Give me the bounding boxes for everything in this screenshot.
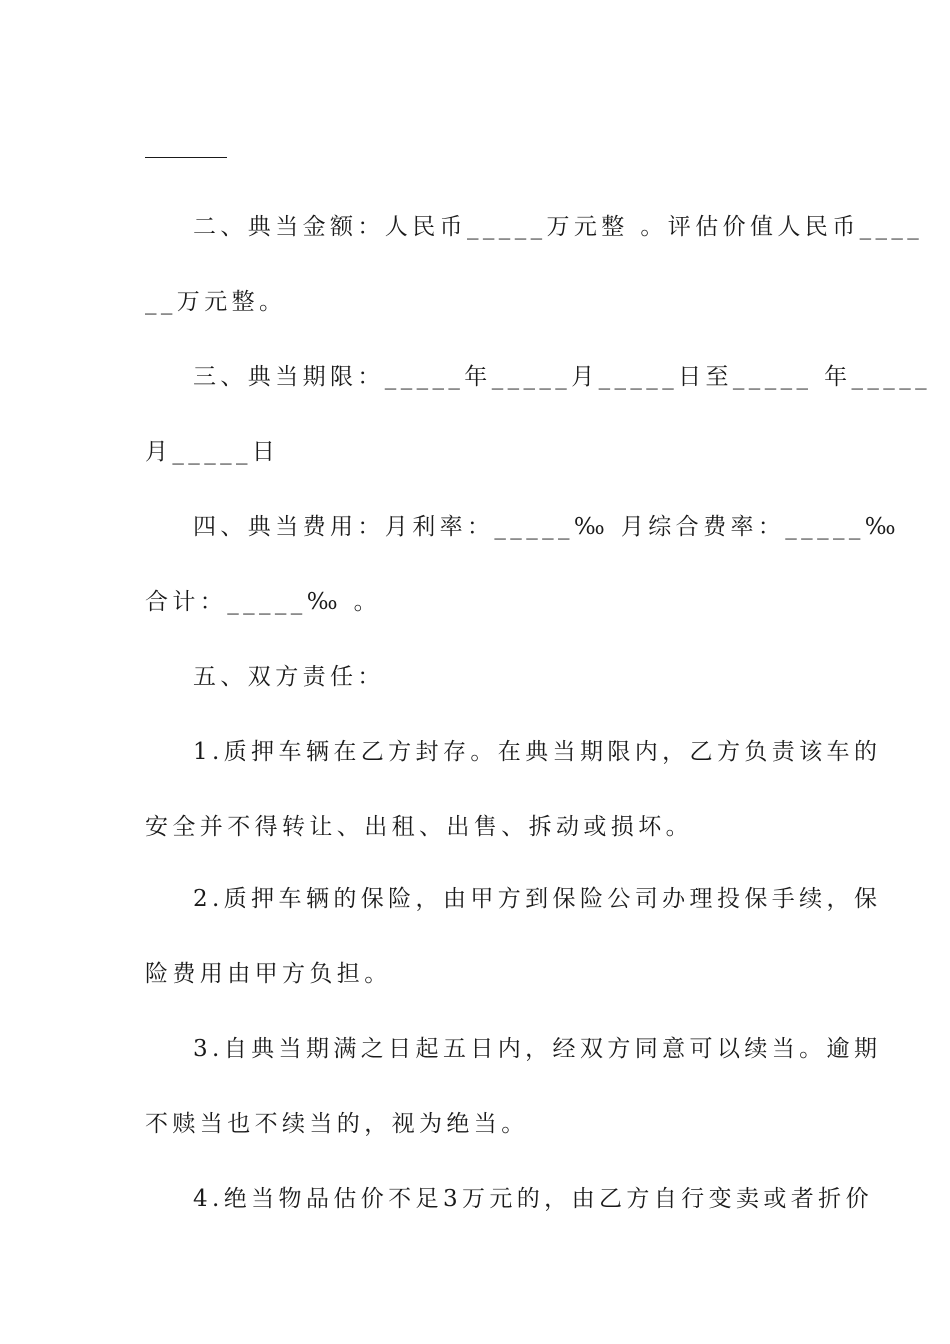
item-4-line-1: 4.绝当物品估价不足3万元的，由乙方自行变卖或者折价: [193, 1186, 873, 1212]
clause-2-line-2: __万元整。: [145, 289, 287, 315]
item-1-line-1: 1.质押车辆在乙方封存。在典当期限内，乙方负责该车的: [193, 739, 882, 765]
clause-3-line-2: 月_____日: [145, 439, 280, 465]
blank-line: [145, 157, 227, 158]
clause-2-line-1: 二、典当金额：人民币_____万元整 。评估价值人民币____: [193, 214, 924, 240]
clause-5-heading: 五、双方责任：: [193, 664, 385, 690]
clause-4-line-2: 合计：_____‰ 。: [145, 589, 382, 615]
clause-3-line-1: 三、典当期限：_____年_____月_____日至_____ 年_____: [193, 364, 932, 390]
clause-4-line-1: 四、典当费用：月利率：_____‰ 月综合费率：_____‰: [193, 514, 901, 540]
item-2-line-1: 2.质押车辆的保险，由甲方到保险公司办理投保手续，保: [193, 886, 882, 912]
item-3-line-2: 不赎当也不续当的，视为绝当。: [145, 1111, 529, 1137]
item-2-line-2: 险费用由甲方负担。: [145, 961, 392, 987]
item-1-line-2: 安全并不得转让、出租、出售、拆动或损坏。: [145, 814, 693, 840]
item-3-line-1: 3.自典当期满之日起五日内，经双方同意可以续当。逾期: [193, 1036, 882, 1062]
